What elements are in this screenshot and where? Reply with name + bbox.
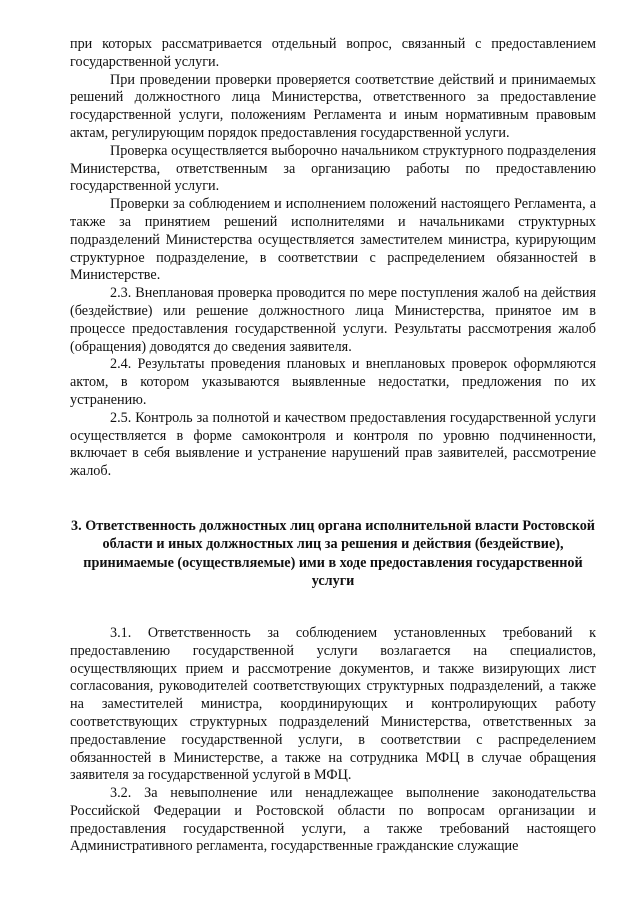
paragraph-inspection-scope: При проведении проверки проверяется соответствие действий и принимаемых решений должностного лица Министерства, ответственного за предоставление государственной услуги, положениям Регламента и иным нормативным правовым актам, регулирующим порядок предоставления государственной услуги. [70, 71, 596, 141]
paragraph-2-4: 2.4. Результаты проведения плановых и внеплановых проверок оформляются актом, в котором указываются выявленные недостатки, предложения по их устранению. [70, 356, 596, 408]
paragraph-3-1: 3.1. Ответственность за соблюдением установленных требований к предоставлению государственной услуги возлагается на специалистов, осуществляющих прием и рассмотрение документов, и также визирующих лист согласования, руководителей соответствующих структурных подразделений, а также на заместителей министра, координирующих и контролирующих работу соответствующих структурных подразделений Министерства, ответственных за предоставление государственной услуги, в соответствии с распределением обязанностей в Министерстве, а также на сотрудника МФЦ в случае обращения заявителя за государственной услугой в МФЦ. [70, 624, 596, 784]
paragraph-2-5: 2.5. Контроль за полнотой и качеством предоставления государственной услуги осуществляется в форме самоконтроля и контроля по уровню подчиненности, включает в себя выявление и устранение нарушений прав заявителей, рассмотрение жалоб. [70, 409, 596, 480]
paragraph-3-2: 3.2. За невыполнение или ненадлежащее выполнение законодательства Российской Федерации и Ростовской области по вопросам организации и предоставления государственной услуги, а также требований настоящего Административного регламента, государственные гражданские служащие [70, 785, 596, 855]
document-page [70, 36, 596, 856]
paragraph-selective-inspection: Проверка осуществляется выборочно начальником структурного подразделения Министерства, ответственным за организацию работы по предоставлению государственной услуги. [70, 142, 596, 195]
paragraph-continuation: при которых рассматривается отдельный вопрос, связанный с предоставлением государственной услуги. [70, 36, 596, 70]
paragraph-compliance-inspections: Проверки за соблюдением и исполнением положений настоящего Регламента, а также за принятием решений исполнителями и начальниками структурных подразделений Министерства осуществляется заместителем министра, курирующим структурное подразделение, в соответствии с распределением обязанностей в Министерстве. [70, 196, 596, 284]
section-3-heading: 3. Ответственность должностных лиц органа исполнительной власти Ростовской области и иных должностных лиц за решения и действия (бездействие), принимаемые (осуществляемые) ими в ходе предоставления государственной услуги [71, 517, 595, 590]
paragraph-2-3: 2.3. Внеплановая проверка проводится по мере поступления жалоб на действия (бездействие) или решение должностного лица Министерства, принятое им в процессе предоставления государственной услуги. Результаты рассмотрения жалоб (обращения) доводятся до сведения заявителя. [70, 285, 596, 355]
